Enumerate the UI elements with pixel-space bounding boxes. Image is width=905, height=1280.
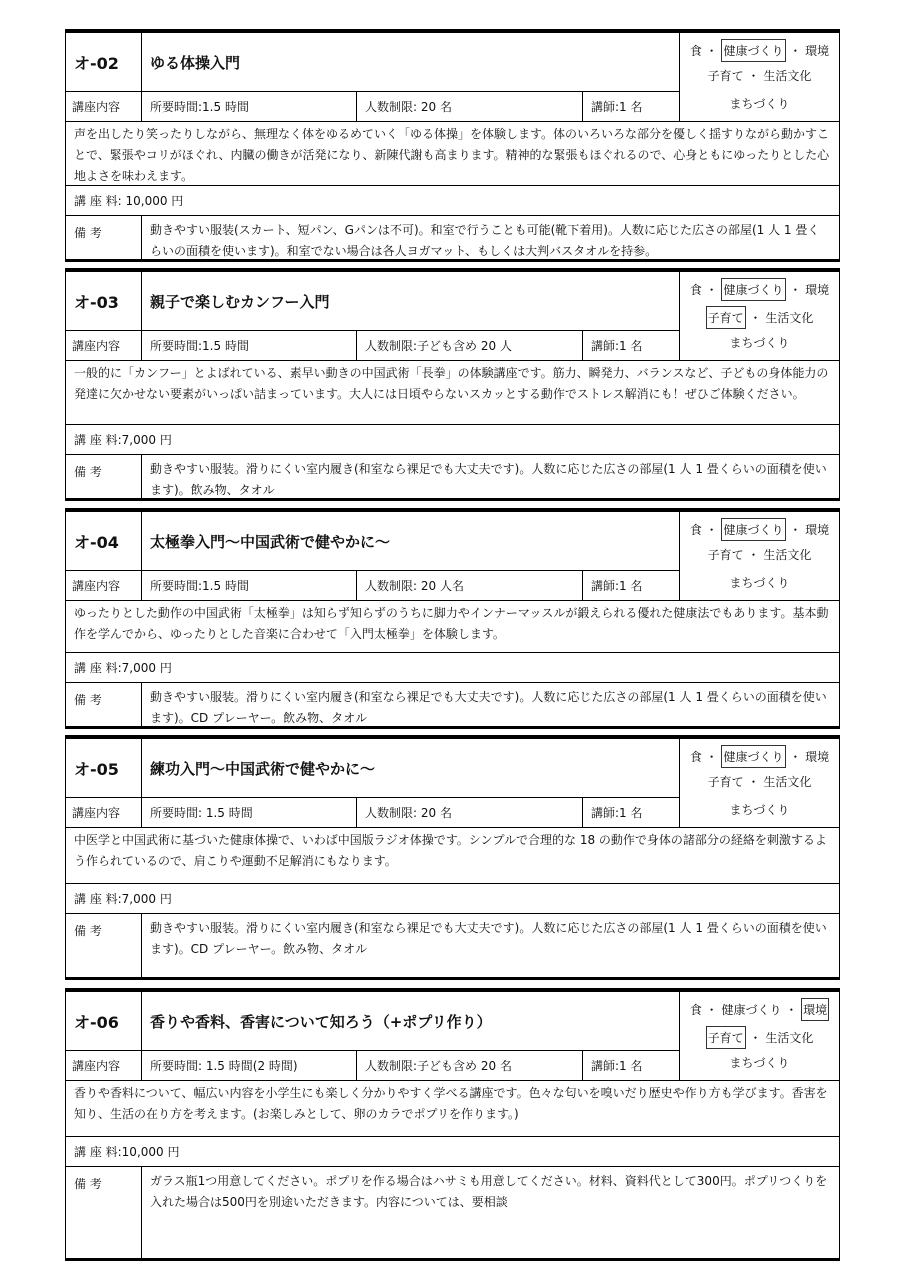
course-title: 太極拳入門〜中国武術で健やかに〜 — [150, 532, 391, 551]
duration: 所要時間: 1.5 時間 — [150, 806, 253, 820]
course-code: オ-04 — [74, 532, 119, 552]
course-description: 声を出したり笑ったりしながら、無理なく体をゆるめていく「ゆる体操」を体験します。体のいろいろな部分を優しく揺すりながら動かすことで、緊張やコリがほぐれ、内臓の働きが活発になり、新陳代謝も高まります。精神的な緊張もほぐれるので、心身ともにゆったりとした心地よさを味わえます。 — [74, 127, 830, 183]
course-description: ゆったりとした動作の中国武術「太極拳」は知らず知らずのうちに脚力やインナーマッスルが鍛えられる優れた健康法でもあります。基本動作を学んでから、ゆったりとした音楽に合わせて「入門太極拳」を体験します。 — [74, 606, 829, 641]
category-food: 食 — [689, 283, 702, 297]
category-health: 健康づくり — [721, 278, 785, 301]
instructors: 講師:1 名 — [591, 579, 643, 593]
course-title: ゆる体操入門 — [150, 53, 241, 72]
category-box: 食 ・ 健康づくり ・ 環境 子育て ・ 生活文化 まちづくり — [679, 272, 839, 360]
course-content-label: 講座内容 — [72, 579, 121, 593]
duration: 所要時間:1.5 時間 — [150, 100, 249, 114]
course-fee: 講 座 料:10,000 円 — [74, 1145, 180, 1159]
category-food: 食 — [689, 750, 702, 764]
course-notes: ガラス瓶1つ用意してください。ポプリを作る場合はハサミも用意してください。材料、資料代として300円。ポプリつくりを入れた場合は500円を別途いただきます。内容については、要相談 — [150, 1174, 828, 1209]
category-childcare: 子育て — [706, 306, 746, 329]
course-fee: 講 座 料:7,000 円 — [74, 433, 172, 447]
instructors: 講師:1 名 — [591, 339, 643, 353]
instructors: 講師:1 名 — [591, 806, 643, 820]
course-card — [65, 988, 840, 1261]
course-card — [65, 268, 840, 501]
category-town: まちづくり — [729, 336, 790, 350]
course-title: 香りや香料、香害について知ろう（+ポプリ作り） — [150, 1012, 492, 1031]
course-content-label: 講座内容 — [72, 806, 121, 820]
category-health: 健康づくり — [721, 518, 785, 541]
course-code: オ-06 — [74, 1012, 119, 1032]
capacity: 人数制限: 20 名 — [365, 100, 452, 114]
category-food: 食 — [689, 523, 702, 537]
notes-label: 備 考 — [74, 1177, 102, 1191]
duration: 所要時間:1.5 時間 — [150, 339, 249, 353]
category-town: まちづくり — [729, 576, 790, 590]
course-card — [65, 735, 840, 980]
notes-label: 備 考 — [74, 465, 102, 479]
capacity: 人数制限:子ども含め 20 名 — [365, 1059, 512, 1073]
category-environment: 環境 — [805, 44, 830, 58]
capacity: 人数制限: 20 人名 — [365, 579, 464, 593]
category-environment: 環境 — [805, 750, 830, 764]
course-content-label: 講座内容 — [72, 100, 121, 114]
course-notes: 動きやすい服装。滑りにくい室内履き(和室なら裸足でも大丈夫です)。人数に応じた広さの部屋(1 人 1 畳くらいの面積を使います)。飲み物、タオル — [150, 462, 827, 497]
category-town: まちづくり — [729, 803, 790, 817]
category-health: 健康づくり — [721, 39, 785, 62]
category-food: 食 — [689, 44, 702, 58]
duration: 所要時間:1.5 時間 — [150, 579, 249, 593]
course-notes: 動きやすい服装。滑りにくい室内履き(和室なら裸足でも大丈夫です)。人数に応じた広さの部屋(1 人 1 畳くらいの面積を使います)。CD プレーヤー。飲み物、タオル — [150, 690, 827, 725]
course-fee: 講 座 料: 10,000 円 — [74, 194, 184, 208]
course-fee: 講 座 料:7,000 円 — [74, 892, 172, 906]
notes-label: 備 考 — [74, 693, 102, 707]
category-box: 食 ・ 健康づくり ・ 環境 子育て ・ 生活文化 まちづくり — [679, 512, 839, 600]
course-notes: 動きやすい服装(スカート、短パン、Gパンは不可)。和室で行うことも可能(靴下着用)。人数に応じた広さの部屋(1 人 1 畳くらいの面積を使います)。和室でない場合は各人ヨガマット、もしくは大判バスタオルを持参。 — [150, 223, 820, 258]
course-notes: 動きやすい服装。滑りにくい室内履き(和室なら裸足でも大丈夫です)。人数に応じた広さの部屋(1 人 1 畳くらいの面積を使います)。CD プレーヤー。飲み物、タオル — [150, 921, 827, 956]
category-box: 食 ・ 健康づくり ・ 環境 子育て ・ 生活文化 まちづくり — [679, 33, 839, 121]
instructors: 講師:1 名 — [591, 1059, 643, 1073]
category-box: 食 ・ 健康づくり ・ 環境 子育て ・ 生活文化 まちづくり — [679, 739, 839, 827]
course-code: オ-05 — [74, 759, 119, 779]
category-environment: 環境 — [805, 523, 830, 537]
notes-label: 備 考 — [74, 924, 102, 938]
course-title: 練功入門〜中国武術で健やかに〜 — [150, 759, 376, 778]
course-description: 中医学と中国武術に基づいた健康体操で、いわば中国版ラジオ体操です。シンプルで合理的な 18 の動作で身体の諸部分の経絡を刺激するよう作られているので、肩こりや運動不足解消にもなります。 — [74, 833, 827, 868]
course-content-label: 講座内容 — [72, 1059, 121, 1073]
capacity: 人数制限:子ども含め 20 人 — [365, 339, 512, 353]
course-code: オ-02 — [74, 53, 119, 73]
course-fee: 講 座 料:7,000 円 — [74, 661, 172, 675]
course-content-label: 講座内容 — [72, 339, 121, 353]
category-childcare: 子育て — [707, 548, 744, 562]
category-childcare: 子育て — [706, 1026, 746, 1049]
category-town: まちづくり — [729, 97, 790, 111]
course-code: オ-03 — [74, 292, 119, 312]
category-lifestyle: 生活文化 — [765, 1031, 814, 1045]
category-environment: 環境 — [801, 998, 829, 1021]
category-lifestyle: 生活文化 — [765, 311, 814, 325]
category-box: 食 ・ 健康づくり ・ 環境 子育て ・ 生活文化 まちづくり — [679, 992, 839, 1080]
category-childcare: 子育て — [707, 69, 744, 83]
category-lifestyle: 生活文化 — [763, 548, 812, 562]
course-description: 一般的に「カンフー」とよばれている、素早い動きの中国武術「長拳」の体験講座です。筋力、瞬発力、バランスなど、子どもの身体能力の発達に欠かせない要素がいっぱい詰まっています。大人には日頃やらないスカッとする動作でストレス解消にも！ぜひご体験ください。 — [74, 366, 829, 401]
category-environment: 環境 — [805, 283, 830, 297]
capacity: 人数制限: 20 名 — [365, 806, 452, 820]
course-description: 香りや香料について、幅広い内容を小学生にも楽しく分かりやすく学べる講座です。色々な匂いを嗅いだり歴史や作り方も学びます。香害を知り、生活の在り方を考えます。(お楽しみとして、卵のカラでポプリを作ります。) — [74, 1086, 828, 1121]
category-childcare: 子育て — [707, 775, 744, 789]
course-card — [65, 508, 840, 729]
category-food: 食 — [689, 1003, 702, 1017]
notes-label: 備 考 — [74, 226, 102, 240]
category-health: 健康づくり — [721, 745, 785, 768]
course-title: 親子で楽しむカンフー入門 — [150, 292, 330, 311]
category-lifestyle: 生活文化 — [763, 69, 812, 83]
course-card — [65, 29, 840, 262]
category-town: まちづくり — [729, 1056, 790, 1070]
duration: 所要時間: 1.5 時間(2 時間) — [150, 1059, 298, 1073]
category-lifestyle: 生活文化 — [763, 775, 812, 789]
instructors: 講師:1 名 — [591, 100, 643, 114]
category-health: 健康づくり — [721, 1003, 782, 1017]
